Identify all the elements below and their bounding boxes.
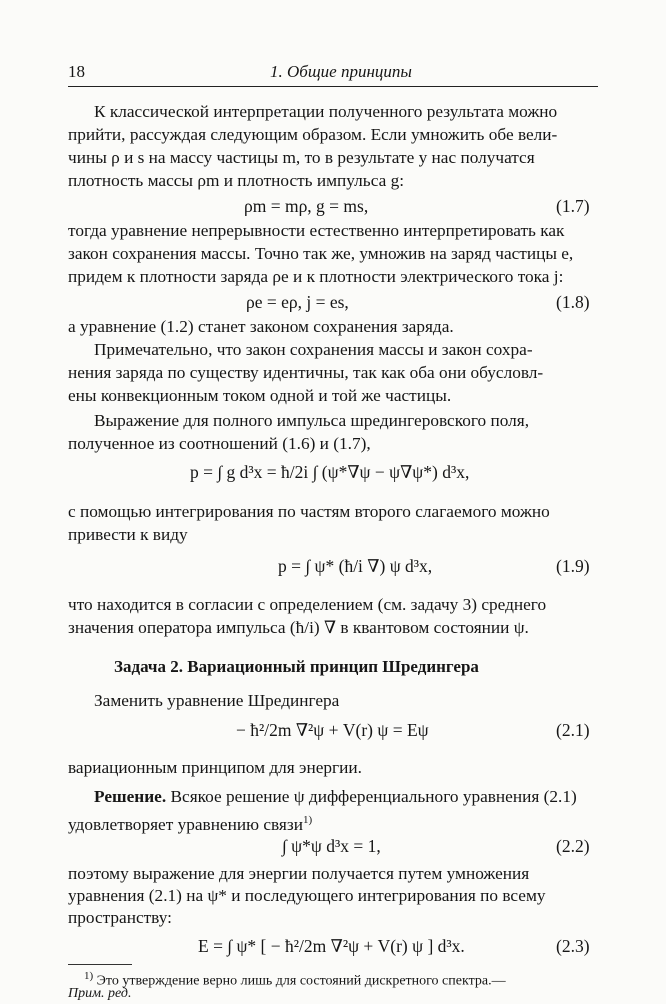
equation-number: (2.3) (556, 936, 590, 956)
footnote-ref: 1) (302, 814, 313, 826)
paragraph-line: нения заряда по существу идентичны, так как оба они обусловл- (68, 363, 544, 382)
paragraph-line: с помощью интегрирования по частям второго слагаемого можно (68, 502, 550, 521)
equation-number: (1.7) (556, 196, 590, 216)
paragraph-line: К классической интерпретации полученного результата можно (94, 102, 558, 121)
paragraph-line: уравнения (2.1) на ψ* и последующего интегрирования по всему (68, 886, 546, 905)
equation-number: (2.2) (556, 836, 590, 856)
footnote-marker: 1) (84, 970, 94, 982)
equation-1-9: p = ∫ ψ* (ħ/i ∇) ψ d³x, (278, 556, 433, 576)
paragraph-line: значения оператора импульса (ħ/i) ∇ в квантовом состоянии ψ. (68, 618, 529, 637)
paragraph-line: Заменить уравнение Шредингера (94, 691, 340, 710)
footnote-line (84, 966, 506, 992)
paragraph-line: Примечательно, что закон сохранения массы и закон сохра- (94, 340, 533, 359)
equation-2-1: − ħ²/2m ∇²ψ + V(r) ψ = Eψ (236, 720, 429, 740)
paragraph-line: вариационным принципом для энергии. (68, 758, 362, 777)
solution-text: Всякое решение ψ дифференциального уравнения (2.1) (170, 787, 577, 806)
equation-number: (1.8) (556, 292, 590, 312)
paragraph-text: удовлетворяет уравнению связи (68, 814, 303, 834)
paragraph-line: тогда уравнение непрерывности естественно интерпретировать как (68, 221, 565, 240)
paragraph-line: плотность массы ρm и плотность импульса g: (68, 171, 405, 190)
solution-line (94, 786, 577, 808)
page-number: 18 (68, 62, 85, 81)
section-title: Задача 2. Вариационный принцип Шредингера (114, 657, 479, 676)
paragraph-line: полученное из соотношений (1.6) и (1.7), (68, 434, 371, 453)
paragraph-line: пространству: (68, 908, 172, 927)
footnote-attribution: Прим. ред. (68, 986, 132, 1001)
paragraph-line-with-note (68, 809, 312, 836)
equation-1-7: ρm = mρ, g = ms, (244, 196, 369, 216)
paragraph-line: поэтому выражение для энергии получается путем умножения (68, 864, 530, 883)
paragraph-line: что находится в согласии с определением (см. задачу 3) среднего (68, 595, 547, 614)
equation-number: (2.1) (556, 720, 590, 740)
equation-number: (1.9) (556, 556, 590, 576)
running-header (68, 62, 598, 87)
footnote-rule (68, 964, 132, 965)
paragraph-line: ены конвекционным током одной и той же частицы. (68, 386, 452, 405)
footnote-text: Это утверждение верно лишь для состояний дискретного спектра.— (96, 973, 506, 989)
paragraph-line: прийти, рассуждая следующим образом. Если умножить обе вели- (68, 125, 558, 144)
equation-2-2: ∫ ψ*ψ d³x = 1, (282, 836, 381, 856)
paragraph-line: Выражение для полного импульса шредингеровского поля, (94, 411, 530, 430)
solution-label: Решение. (94, 787, 167, 806)
paragraph-line: а уравнение (1.2) станет законом сохранения заряда. (68, 317, 454, 336)
equation-2-3: E = ∫ ψ* [ − ħ²/2m ∇²ψ + V(r) ψ ] d³x. (198, 936, 465, 956)
running-title: 1. Общие принципы (270, 62, 412, 81)
paragraph-line: чины ρ и s на массу частицы m, то в результате у нас получатся (68, 148, 535, 167)
equation-1-8: ρe = eρ, j = es, (246, 292, 349, 312)
equation-momentum: p = ∫ g d³x = ħ/2i ∫ (ψ*∇ψ − ψ∇ψ*) d³x, (190, 462, 470, 482)
paragraph-line: придем к плотности заряда ρe и к плотности электрического тока j: (68, 267, 564, 286)
paragraph-line: привести к виду (68, 525, 188, 544)
paragraph-line: закон сохранения массы. Точно так же, умножив на заряд частицы e, (68, 244, 574, 263)
